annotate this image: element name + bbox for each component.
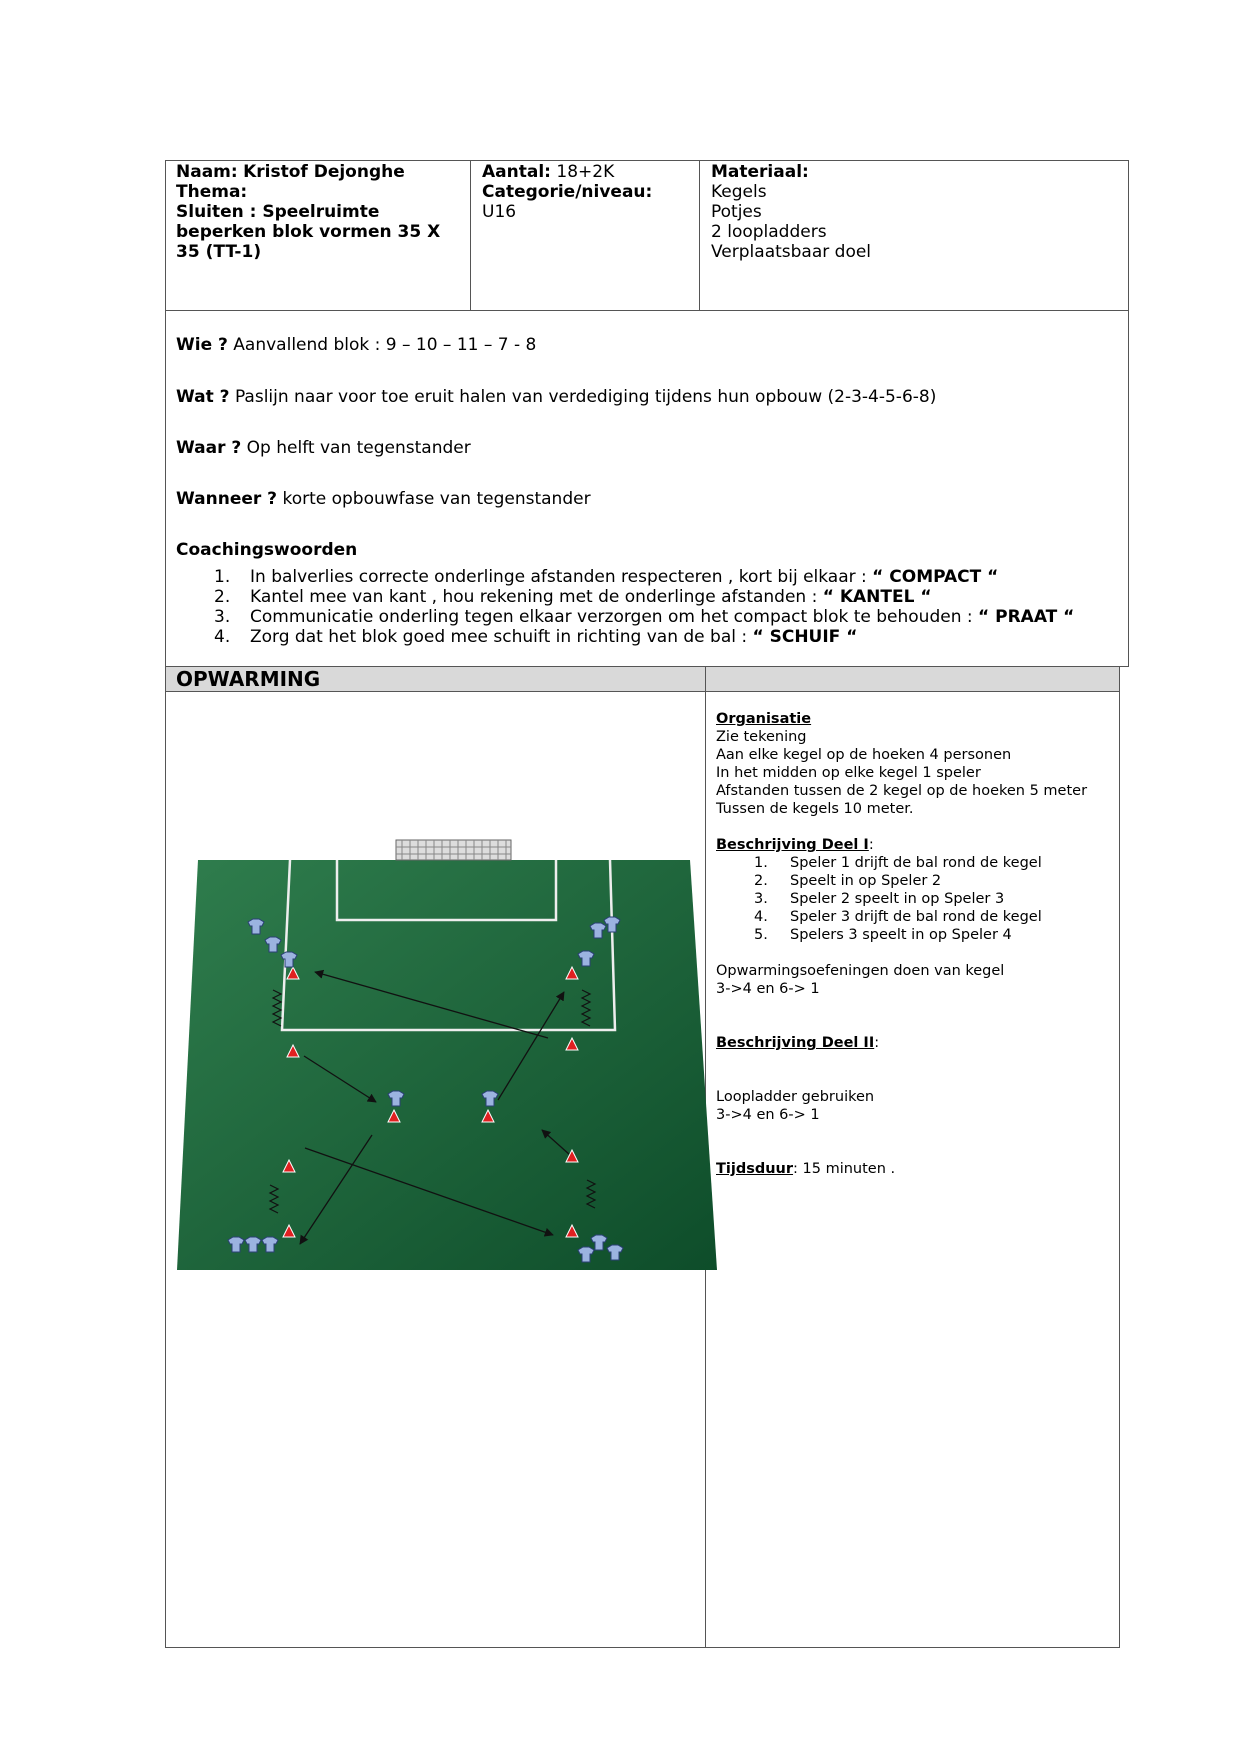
deel1-item: 5. Spelers 3 speelt in op Speler 4 — [754, 927, 1012, 943]
section-title: OPWARMING — [176, 667, 321, 691]
waar-text: Op helft van tegenstander — [246, 438, 471, 458]
organisatie-label: Organisatie — [716, 711, 812, 727]
materiaal-item: Potjes — [711, 202, 762, 222]
thema-line-2: beperken blok vormen 35 X — [176, 222, 441, 242]
materiaal-item: Kegels — [711, 182, 767, 202]
aantal-cell — [472, 161, 707, 223]
coaching-item: 4. Zorg dat het blok goed mee schuift in richting van de bal : “ SCHUIF “ — [214, 627, 858, 647]
materiaal-item: Verplaatsbaar doel — [711, 242, 872, 262]
waar-label: Waar ? — [176, 438, 242, 458]
materiaal-label: Materiaal: — [711, 162, 809, 182]
wat-row — [176, 386, 936, 408]
description-panel: Organisatie Zie tekening Aan elke kegel op de hoeken 4 personen In het midden op elke kegel 1 speler Afstanden tussen de 2 kegel op de hoeken 5 meter Tussen de kegels 10 meter. Beschrijving Deel I: 1. Speler 1 drijft de bal rond de kegel 2. Speelt in op Speler 2 3. Speler 2 speelt in op Speler 3 4. Speler 3 drijft de bal rond de kegel 5. Spelers 3 speelt in op Speler 4 Opwarmingsoefeningen doen van kegel 3->4 en 6-> 1 Beschrijving Deel II: Loopladder gebruiken 3->4 en 6-> 1 Tijdsduur: 15 minuten . — [716, 710, 1111, 1178]
wat-label: Wat ? — [176, 387, 230, 407]
organisatie-line: Aan elke kegel op de hoeken 4 personen — [716, 747, 1012, 763]
thema-line-3: 35 (TT-1) — [176, 242, 262, 262]
loopladder-line-2: 3->4 en 6-> 1 — [716, 1107, 820, 1123]
tijdsduur-label: Tijdsduur — [716, 1161, 794, 1177]
deel1-item: 1. Speler 1 drijft de bal rond de kegel — [754, 855, 1042, 871]
deel1-item: 4. Speler 3 drijft de bal rond de kegel — [754, 909, 1042, 925]
organisatie-line: Tussen de kegels 10 meter. — [716, 801, 914, 817]
goal-net — [396, 840, 511, 860]
tijdsduur-value: : 15 minuten . — [793, 1161, 896, 1177]
organisatie-line: Zie tekening — [716, 729, 807, 745]
deel1-list — [716, 854, 1111, 944]
deel1-label: Beschrijving Deel I — [716, 837, 869, 853]
waar-row — [176, 437, 471, 459]
organisatie-line: In het midden op elke kegel 1 speler — [716, 765, 981, 781]
wanneer-text: korte opbouwfase van tegenstander — [282, 489, 591, 509]
aantal-label: Aantal: — [482, 162, 551, 182]
wanneer-row — [176, 488, 591, 510]
categorie-value: U16 — [482, 202, 517, 222]
organisatie-line: Afstanden tussen de 2 kegel op de hoeken 5 meter — [716, 783, 1088, 799]
opwarming-line-2: 3->4 en 6-> 1 — [716, 981, 820, 997]
deel1-item: 2. Speelt in op Speler 2 — [754, 873, 942, 889]
naam-value: Kristof Dejonghe — [243, 162, 405, 182]
wanneer-label: Wanneer ? — [176, 489, 278, 509]
aantal-value: 18+2K — [556, 162, 615, 182]
naam-label: Naam: — [176, 162, 238, 182]
pitch-diagram — [170, 830, 730, 1280]
loopladder-line-1: Loopladder gebruiken — [716, 1089, 875, 1105]
coaching-title: Coachingswoorden — [176, 540, 358, 560]
deel2-label: Beschrijving Deel II — [716, 1035, 875, 1051]
coaching-list — [176, 567, 1126, 647]
coaching-item: 1. In balverlies correcte onderlinge afstanden respecteren , kort bij elkaar : “ COMPACT “ — [214, 567, 999, 587]
coaching-item: 3. Communicatie onderling tegen elkaar verzorgen om het compact blok te behouden : “ PRAAT “ — [214, 607, 1075, 627]
opwarming-line-1: Opwarmingsoefeningen doen van kegel — [716, 963, 1005, 979]
wie-text: Aanvallend blok : 9 – 10 – 11 – 7 - 8 — [233, 335, 537, 355]
thema-line-1: Sluiten : Speelruimte — [176, 202, 380, 222]
naam-cell — [166, 161, 476, 263]
wie-label: Wie ? — [176, 335, 228, 355]
thema-label: Thema: — [176, 182, 248, 202]
categorie-label: Categorie/niveau: — [482, 182, 653, 202]
wat-text: Paslijn naar voor toe eruit halen van verdediging tijdens hun opbouw (2-3-4-5-6-8) — [234, 387, 937, 407]
coaching-item: 2. Kantel mee van kant , hou rekening met de onderlinge afstanden : “ KANTEL “ — [214, 587, 932, 607]
deel1-item: 3. Speler 2 speelt in op Speler 3 — [754, 891, 1005, 907]
wie-row — [176, 334, 536, 356]
materiaal-item: 2 loopladders — [711, 222, 827, 242]
materiaal-cell — [701, 161, 1121, 263]
